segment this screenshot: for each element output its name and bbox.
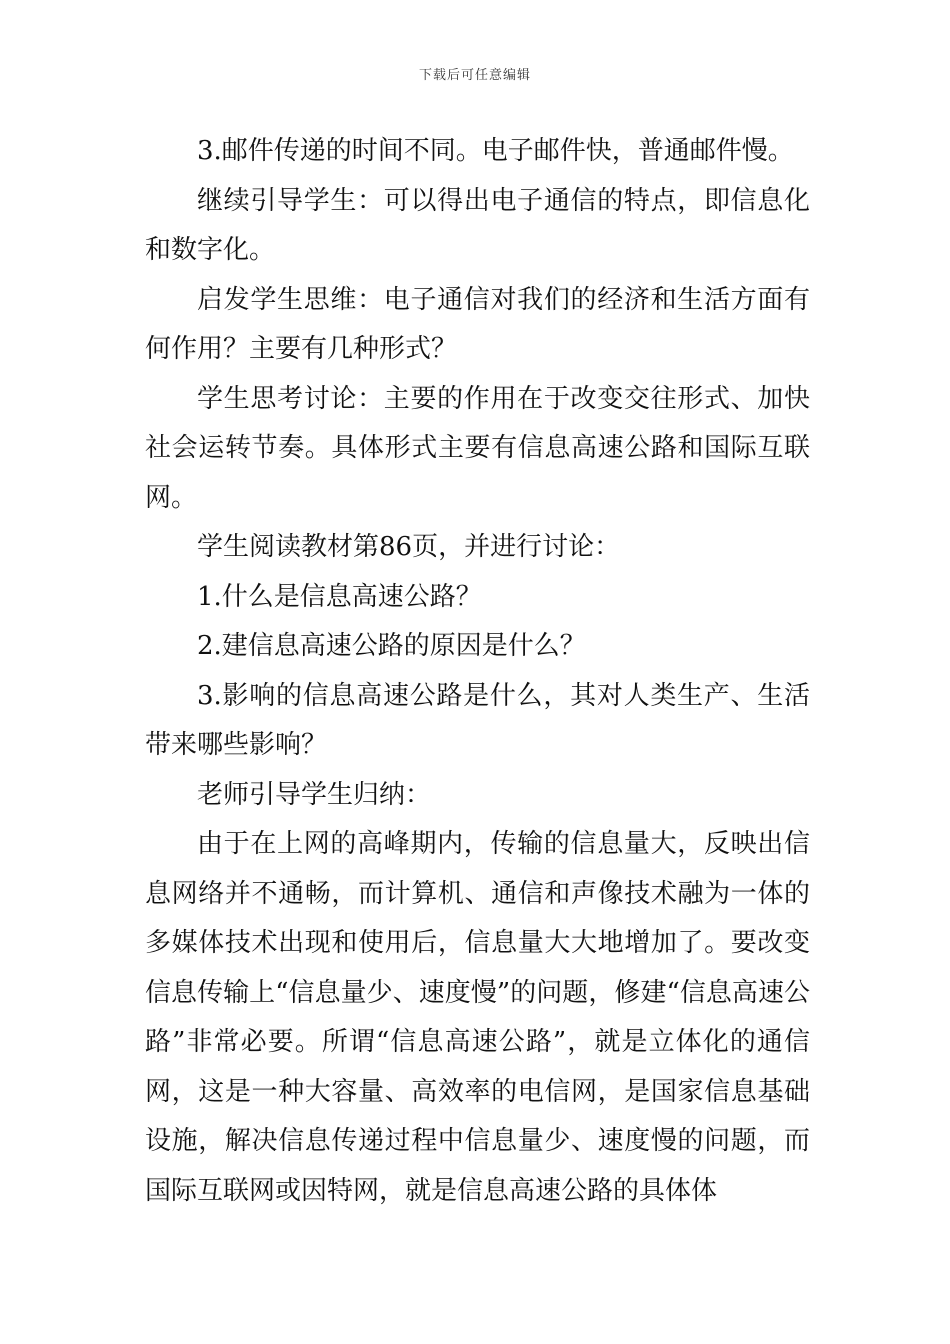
- paragraph-read-textbook: 学生阅读教材第86页，并进行讨论：: [197, 532, 621, 562]
- paragraph-teacher-summary: 老师引导学生归纳：: [197, 779, 432, 810]
- paragraph-question-2: 2.建信息高速公路的原因是什么？: [197, 631, 586, 661]
- paragraph-summary-body: 由于在上网的高峰期内，传输的信息量大，反映出信息网络并不通畅，而计算机、通信和声像技术融为一体的多媒体技术出现和使用后，信息量大大地增加了。要改变信息传输上“信息量少、速度慢”的问题，修建“信息高速公路”非常必要。所谓“信息高速公路”，就是立体化的通信网，这是一种大容量、高效率的电信网，是国家信息基础设施，解决信息传递过程中信息量少、速度慢的问题，而国际互联网或因特网，就是信息高速公路的具体体: [145, 829, 810, 1206]
- paragraph-inspire-thinking: 启发学生思维：电子通信对我们的经济和生活方面有何作用？主要有几种形式？: [145, 284, 810, 364]
- paragraph-student-discussion: 学生思考讨论：主要的作用在于改变交往形式、加快社会运转节奏。具体形式主要有信息高速公路和国际互联网。: [145, 383, 810, 513]
- paragraph-question-3: 3.影响的信息高速公路是什么，其对人类生产、生活带来哪些影响？: [145, 680, 810, 760]
- paragraph-question-1: 1.什么是信息高速公路？: [197, 581, 482, 612]
- header-note: 下载后可任意编辑: [418, 68, 531, 83]
- document-body: [145, 127, 810, 1216]
- paragraph-electronic-features: 继续引导学生：可以得出电子通信的特点，即信息化和数字化。: [145, 185, 810, 265]
- paragraph-mail-time: 3.邮件传递的时间不同。电子邮件快，普通邮件慢。: [197, 136, 794, 166]
